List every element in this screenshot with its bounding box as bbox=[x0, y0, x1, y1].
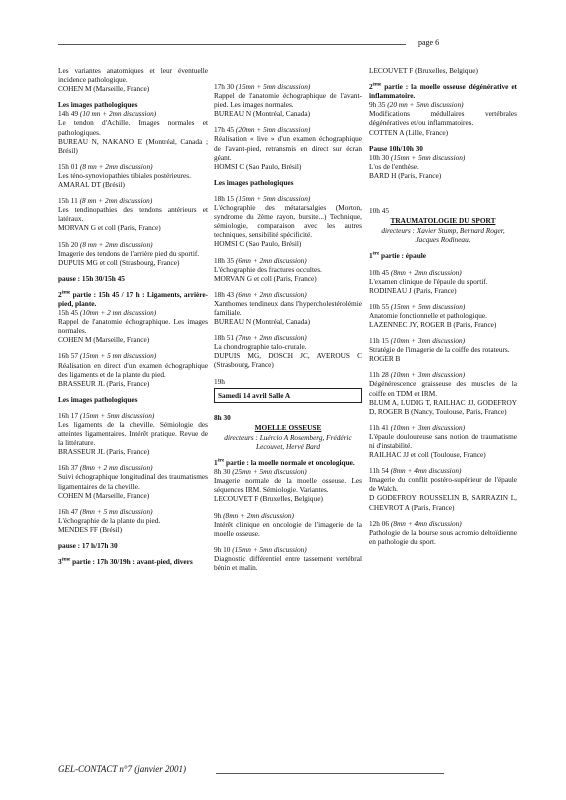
entry: 14h 49 (10 mn + 2mn discussion) Le tendon d'Achille. Images normales et pathologiques. BUREAU N, NAKANO E (Montréal, Canada ; Brésil) bbox=[58, 109, 208, 155]
entry: 15h 11 (8 mn + 2mn discussion) Les tendinopathies des tendons antérieurs et latéraux. MORVAN G et coll (Paris, France) bbox=[58, 196, 208, 233]
footer-rule bbox=[216, 773, 444, 774]
entry: 11h 41 (10mn + 3mn discussion) L'épaule douloureuse sans notion de traumatisme ni d'instabilité. RAILHAC JJ et coll (Toulouse, France) bbox=[369, 422, 517, 460]
header-rule bbox=[58, 44, 406, 45]
session-title: MOELLE OSSEUSE bbox=[254, 422, 322, 432]
entry: 9h (8mn + 2mn discussion) Intérêt clinique en oncologie de l'imagerie de la moelle osseuse. bbox=[214, 510, 362, 538]
page-number: page 6 bbox=[418, 38, 440, 47]
column-1 bbox=[58, 66, 208, 573]
entry: 10h 30 (15mn + 5mn discussion) L'os de l'enthèse. BARD H (Paris, France) bbox=[369, 152, 466, 180]
session-directors: directeurs : Luércio A Rosemberg, Frédéric Lecouvet, Hervé Bard bbox=[224, 432, 352, 451]
entry: 16h 57 (15mn + 5 mn discussion) Réalisation en direct d'un examen échographique des ligaments et de la plante du pied. BRASSEUR JL (Paris, France) bbox=[58, 351, 208, 388]
session-title: TRAUMATOLOGIE DU SPORT bbox=[390, 216, 496, 226]
entry: 11h 54 (8mn + 4mn discussion) Imagerie du conflit postéro-supérieur de l'épaule de Walch. D GODEFROY ROUSSELIN B, SARRAZIN L, CHEVROT A (Paris, France) bbox=[369, 466, 517, 512]
entry: 15h 45 (10mn + 2 mn discussion) Rappel de l'anatomie échographique. Les images normales. COHEN M (Marseille, France) bbox=[58, 308, 208, 345]
part-heading: 1ère partie : épaule bbox=[369, 251, 427, 261]
entry: 11h 28 (10mn + 3mn discussion) Dégénérescence graisseuse des muscles de la coiffe en TDM et IRM. BLUM A, LUDIG T, RAILHAC JJ, GODEFROY D, ROGER B (Nancy, Toulouse, Paris, France) bbox=[369, 370, 517, 416]
entry: 10h 55 (15mn + 5mn discussion) Anatomie fonctionnelle et pathologique. LAZENNEC JY, ROGER B (Paris, France) bbox=[369, 301, 497, 329]
entry: 18h 15 (15mn + 5mn discussion) L'échographie des métatarsalgies (Morton, syndrome du 2ème rayon, bursite...) Technique, sémiologie, comparaison avec les autres techniques, sensibilité spécificité. HOMSI C (Sao Paulo, Brésil) bbox=[214, 193, 362, 249]
entry: 16h 17 (15mn + 5mn discussion) Les ligaments de la cheville. Sémiologie des atteintes ligamentaires. Intérêt pratique. Revue de la littérature. BRASSEUR JL (Paris, France) bbox=[58, 410, 208, 457]
entry: 18h 51 (7mn + 2mn discussion) La chondrographie talo-crurale. DUPUIS MG, DOSCH JC, AVEROUS C (Strasbourg, France) bbox=[214, 333, 362, 370]
entry: 8h 30 (25mn + 5mn discussion) Imagerie normale de la moelle osseuse. Les séquences IRM. Sémiologie. Variantes. LECOUVET F (Bruxelles, Belgique) bbox=[214, 467, 362, 504]
column-2 bbox=[214, 82, 362, 579]
entry: 16h 37 (8mn + 2 mn discussion) Suivi échographique longitudinal des traumatismes ligamentaires de la cheville. COHEN M (Marseille, France) bbox=[58, 463, 208, 500]
entry: LECOUVET F (Bruxelles, Belgique) bbox=[369, 66, 478, 75]
footer-text: GEL-CONTACT n°7 (janvier 2001) bbox=[58, 764, 187, 774]
part-heading: 1ère partie : la moelle normale et oncologique. bbox=[214, 458, 355, 468]
entry: 11h 15 (10mn + 3mn discussion) Stratégie de l'imagerie de la coiffe des rotateurs. ROGER B bbox=[369, 336, 510, 364]
entry: 15h 20 (8 mn + 2mn discussion) Imagerie des tendons de l'arrière pied du sportif. DUPUIS MG et coll (Strasbourg, France) bbox=[58, 239, 200, 267]
entry: Les variantes anatomiques et leur éventuelle incidence pathologique. COHEN M (Marseille, France) bbox=[58, 66, 208, 94]
section-heading: Les images pathologiques bbox=[214, 177, 294, 187]
entry: 15h 01 (8 mn + 2mn discussion) Les téno-synoviopathies tibiales postérieures. AMARAL DT (Brésil) bbox=[58, 161, 191, 190]
session-time: 10h 45 bbox=[369, 206, 390, 216]
entry: 18h 43 (6mn + 2mn discussion) Xanthomes tendineux dans l'hypercholestérolémie familiale. BUREAU N (Montréal, Canada) bbox=[214, 289, 362, 327]
pause-label: Pause 10h/10h 30 bbox=[369, 143, 423, 153]
part-heading: 2ème partie : la moelle osseuse dégénérative et inflammatoire. bbox=[369, 82, 517, 101]
entry: 9h 35 (20 mn + 5mn discussion) Modifications médullaires vertébrales dégénératives et/ou inflammatoires. COTTEN A (Lille, France) bbox=[369, 100, 517, 137]
entry: 10h 45 (8mn + 2mn discussion) L'examen clinique de l'épaule du sportif. RODINEAU J (Paris, France) bbox=[369, 267, 488, 295]
part-heading: 2ème partie : 15h 45 / 17 h : Ligaments, arrière-pied, plante. bbox=[58, 289, 208, 308]
pause-label: pause : 15h 30/15h 45 bbox=[58, 273, 125, 283]
entry: 9h 10 (15mn + 5mn discussion) Diagnostic différentiel entre tassement vertébral bénin et malin. bbox=[214, 544, 362, 573]
pause-label: pause : 17 h/17h 30 bbox=[58, 541, 118, 551]
session-directors: directeurs : Xavier Stump, Bernard Roger, Jacques Rodineau. bbox=[381, 226, 505, 245]
entry: 17h 30 (15mn + 5mn discussion) Rappel de l'anatomie échographique de l'avant-pied. Les images normales. BUREAU N (Montréal, Canada) bbox=[214, 82, 362, 119]
entry: 18h 35 (6mn + 2mn discussion) L'échographie des fractures occultes. MORVAN G et coll (Paris, France) bbox=[214, 255, 322, 283]
day-box: Samedi 14 avril Salle A bbox=[214, 388, 362, 403]
entry: 16h 47 (8mn + 5 mn discussion) L'échographie de la plante du pied. MENDES FF (Brésil) bbox=[58, 506, 161, 534]
section-heading: Les images pathologiques bbox=[58, 394, 138, 404]
section-heading: Les images pathologiques bbox=[58, 100, 138, 110]
session-time: 8h 30 bbox=[214, 412, 231, 422]
part-heading: 3ème partie : 17h 30/19h : avant-pied, divers bbox=[58, 557, 193, 567]
entry: 17h 45 (20mn + 5mn discussion) Réalisation « live » d'un examen échographique de l'avant-pied, retransmis en direct sur écran géant. HOMSI C (Sao Paulo, Brésil) bbox=[214, 125, 362, 171]
column-3 bbox=[369, 66, 517, 553]
end-time: 19h bbox=[214, 376, 225, 386]
entry: 12h 06 (8mn + 4mn discussion) Pathologie de la bourse sous acromio deltoïdienne en pathologie du sport. bbox=[369, 518, 517, 546]
